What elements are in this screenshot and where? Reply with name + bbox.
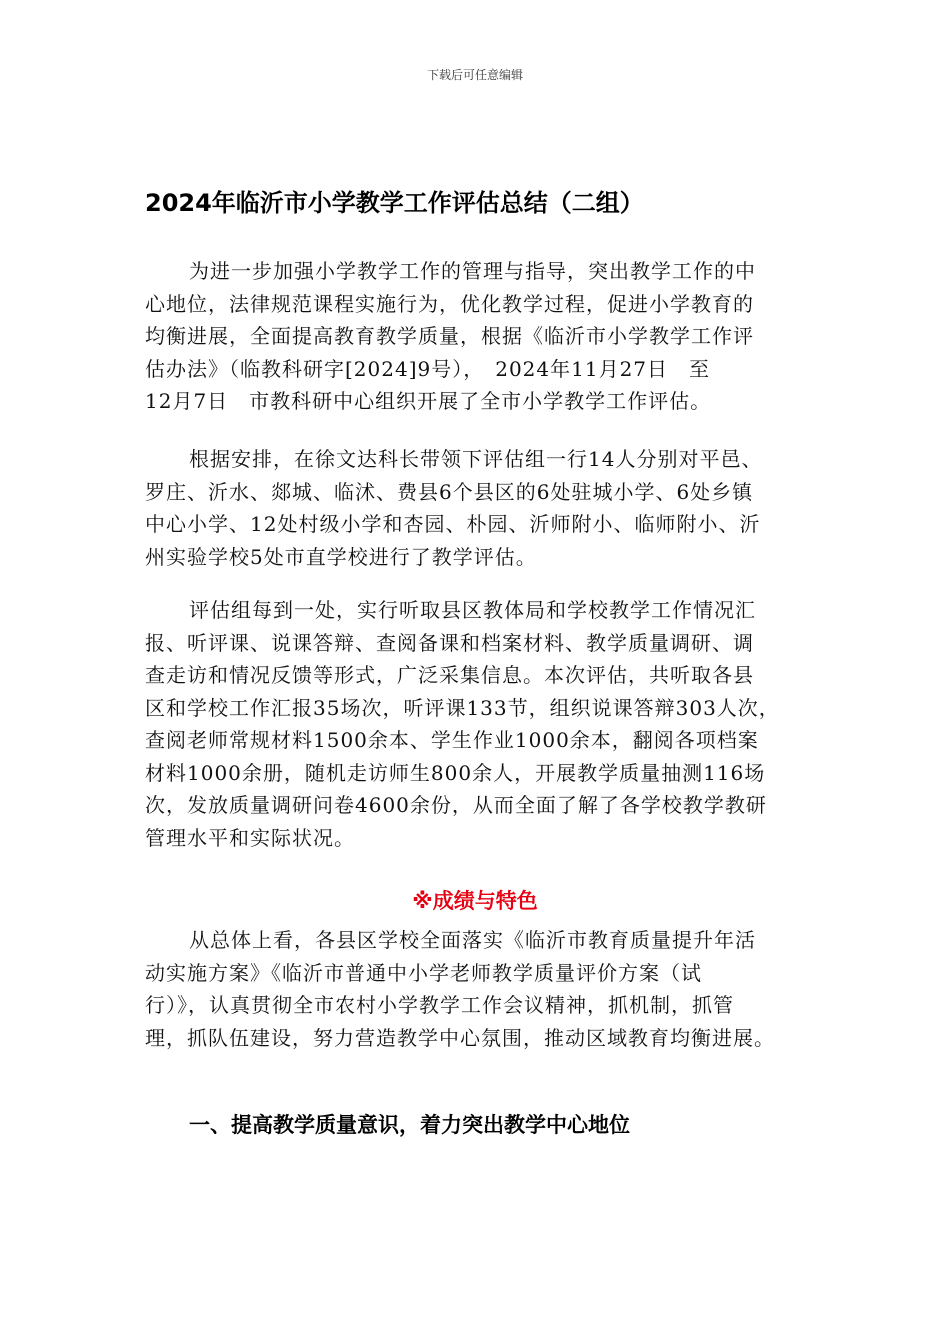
paragraph-line: 罗庄、沂水、郯城、临沭、费县6个县区的6处驻城小学、6处乡镇 — [145, 479, 754, 504]
paragraph-line: 根据安排，在徐文达科长带领下评估组一行14人分别对平邑、 — [189, 447, 763, 471]
page-header-note: 下载后可任意编辑 — [426, 68, 523, 82]
paragraph-line: 州实验学校5处市直学校进行了教学评估。 — [145, 544, 537, 569]
paragraph-line: 报、听评课、说课答辩、查阅备课和档案材料、教学质量调研、调 — [145, 630, 754, 655]
paragraph-line: 查阅老师常规材料1500余本、学生作业1000余本，翻阅各项档案 — [145, 728, 759, 752]
document-title: 2024年临沂市小学教学工作评估总结（二组） — [145, 189, 644, 217]
paragraph-line: 12月7日 市教科研中心组织开展了全市小学教学工作评估。 — [145, 389, 712, 413]
paragraph-line: 均衡进展，全面提高教育教学质量，根据《临沂市小学教学工作评 — [145, 324, 754, 348]
section-heading-achievements: ※成绩与特色 — [412, 889, 538, 913]
paragraph-line: 区和学校工作汇报35场次，听评课133节，组织说课答辩303人次， — [145, 695, 780, 720]
paragraph-line: 中心小学、12处村级小学和杏园、朴园、沂师附小、临师附小、沂 — [145, 512, 761, 536]
paragraph-line: 理，抓队伍建设，努力营造教学中心氛围，推动区域教育均衡进展。 — [145, 1025, 775, 1050]
paragraph-line: 动实施方案》《临沂市普通中小学老师教学质量评价方案（试 — [145, 960, 702, 985]
paragraph-arrangement — [145, 443, 810, 573]
paragraph-process — [145, 594, 810, 854]
paragraph-line: 从总体上看，各县区学校全面落实《临沂市教育质量提升年活 — [189, 928, 756, 952]
paragraph-line: 心地位，法律规范课程实施行为，优化教学过程，促进小学教育的 — [145, 291, 754, 316]
paragraph-line: 管理水平和实际状况。 — [145, 825, 355, 850]
paragraph-line: 次，发放质量调研问卷4600余份，从而全面了解了各学校教学教研 — [145, 793, 767, 817]
paragraph-line: 行）》，认真贯彻全市农村小学教学工作会议精神，抓机制，抓管 — [145, 993, 734, 1017]
paragraph-intro — [145, 255, 810, 418]
paragraph-line: 查走访和情况反馈等形式，广泛采集信息。本次评估，共听取各县 — [145, 663, 754, 687]
paragraph-line: 材料1000余册，随机走访师生800余人，开展教学质量抽测116场 — [145, 760, 766, 785]
subheading-one: 一、提高教学质量意识，着力突出教学中心地位 — [189, 1113, 630, 1137]
paragraph-overview — [145, 924, 810, 1054]
paragraph-line: 为进一步加强小学教学工作的管理与指导，突出教学工作的中 — [189, 259, 756, 283]
paragraph-line: 估办法》（临教科研字[2024]9号）， 2024年11月27日 至 — [145, 356, 711, 381]
paragraph-line: 评估组每到一处，实行听取县区教体局和学校教学工作情况汇 — [189, 598, 756, 622]
